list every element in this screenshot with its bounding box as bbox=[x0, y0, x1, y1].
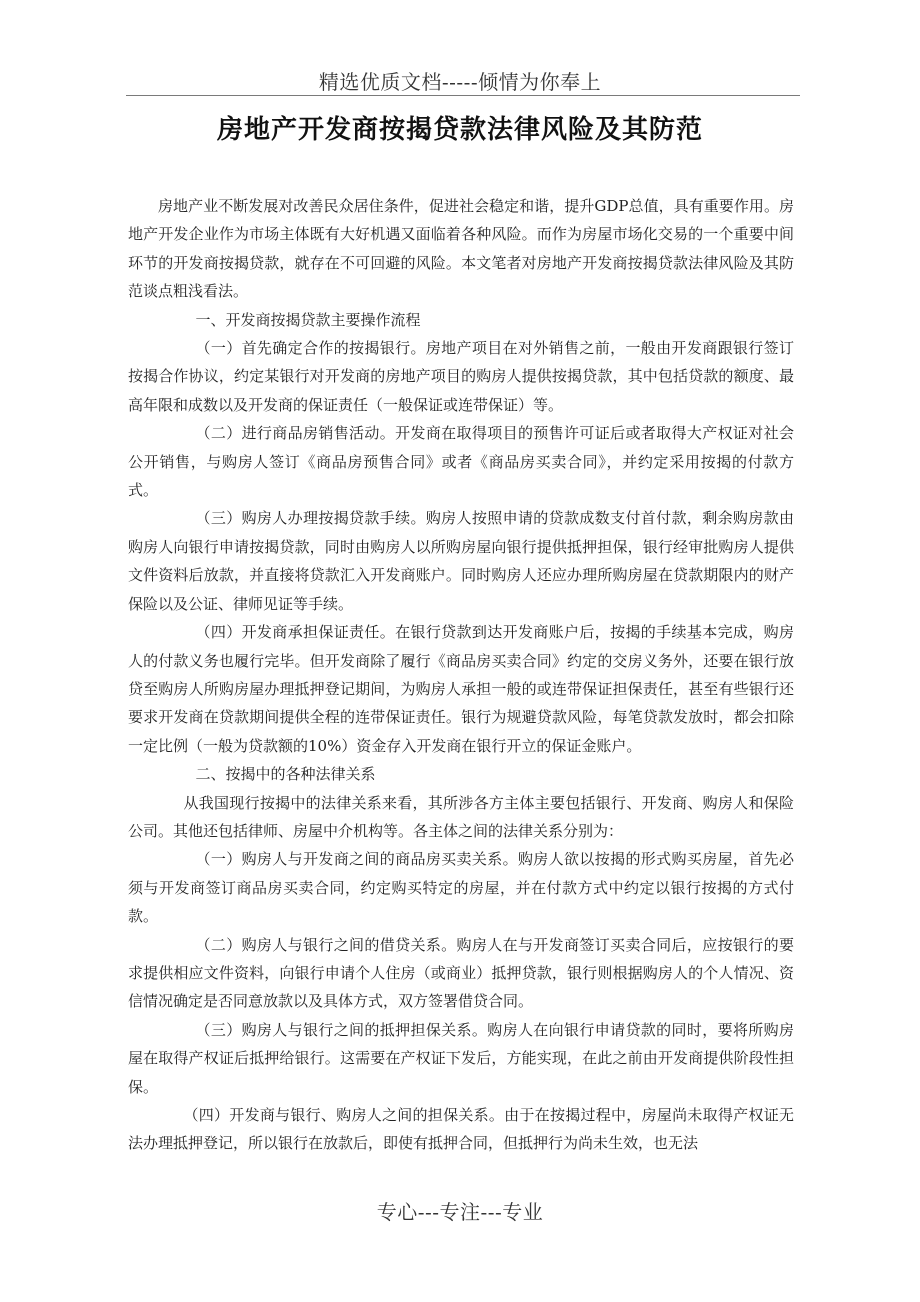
page-footer: 专心---专注---专业 bbox=[376, 1200, 544, 1224]
section-heading-2: 二、按揭中的各种法律关系 bbox=[195, 765, 376, 784]
page-header: 精选优质文档-----倾情为你奉上 bbox=[318, 70, 602, 94]
paragraph-1-2: （二）进行商品房销售活动。开发商在取得项目的预售许可证后或者取得大产权证对社会公开销售，与购房人签订《商品房预售合同》或者《商品房买卖合同》，并约定采用按揭的付款方式。 bbox=[128, 424, 794, 500]
paragraph-1-1: （一）首先确定合作的按揭银行。房地产项目在对外销售之前，一般由开发商跟银行签订按揭合作协议，约定某银行对开发商的房地产项目的购房人提供按揭贷款，其中包括贷款的额度、最高年限和成数以及开发商的保证责任（一般保证或连带保证）等。 bbox=[128, 339, 794, 414]
section-heading-1: 一、开发商按揭贷款主要操作流程 bbox=[195, 310, 421, 329]
paragraph-2-2: （二）购房人与银行之间的借贷关系。购房人在与开发商签订买卖合同后，应按银行的要求提供相应文件资料，向银行申请个人住房（或商业）抵押贷款，银行则根据购房人的个人情况、资信情况确定是否同意放款以及具体方式，双方签署借贷合同。 bbox=[128, 935, 794, 1011]
paragraph-2-1: （一）购房人与开发商之间的商品房买卖关系。购房人欲以按揭的形式购买房屋，首先必须与开发商签订商品房买卖合同，约定购买特定的房屋，并在付款方式中约定以银行按揭的方式付款。 bbox=[128, 850, 794, 926]
paragraph-2-4: （四）开发商与银行、购房人之间的担保关系。由于在按揭过程中，房屋尚未取得产权证无法办理抵押登记，所以银行在放款后，即使有抵押合同，但抵押行为尚未生效，也无法 bbox=[128, 1106, 794, 1153]
header-divider bbox=[126, 95, 800, 96]
paragraph-1-4: （四）开发商承担保证责任。在银行贷款到达开发商账户后，按揭的手续基本完成，购房人的付款义务也履行完毕。但开发商除了履行《商品房买卖合同》约定的交房义务外，还要在银行放贷至购房人所购房屋办理抵押登记期间，为购房人承担一般的或连带保证担保责任，甚至有些银行还要求开发商在贷款期间提供全程的连带保证责任。银行为规避贷款风险，每笔贷款发放时，都会扣除一定比例（一般为贷款额的10%）资金存入开发商在银行开立的保证金账户。 bbox=[128, 623, 794, 755]
paragraph-2-intro: 从我国现行按揭中的法律关系来看，其所涉各方主体主要包括银行、开发商、购房人和保险公司。其他还包括律师、房屋中介机构等。各主体之间的法律关系分别为： bbox=[128, 793, 794, 840]
paragraph-1-3: （三）购房人办理按揭贷款手续。购房人按照申请的贷款成数支付首付款，剩余购房款由购房人向银行申请按揭贷款，同时由购房人以所购房屋向银行提供抵押担保，银行经审批购房人提供文件资料后放款，并直接将贷款汇入开发商账户。同时购房人还应办理所购房屋在贷款期限内的财产保险以及公证、律师见证等手续。 bbox=[128, 509, 794, 613]
document-title: 房地产开发商按揭贷款法律风险及其防范 bbox=[216, 115, 703, 145]
paragraph-2-3: （三）购房人与银行之间的抵押担保关系。购房人在向银行申请贷款的同时，要将所购房屋在取得产权证后抵押给银行。这需要在产权证下发后，方能实现，在此之前由开发商提供阶段性担保。 bbox=[128, 1020, 794, 1096]
intro-paragraph: 房地产业不断发展对改善民众居住条件，促进社会稳定和谐，提升GDP总值，具有重要作用。房地产开发企业作为市场主体既有大好机遇又面临着各种风险。而作为房屋市场化交易的一个重要中间环节的开发商按揭贷款，就存在不可回避的风险。本文笔者对房地产开发商按揭贷款法律风险及其防范谈点粗浅看法。 bbox=[128, 197, 794, 301]
document-body bbox=[128, 192, 794, 1158]
